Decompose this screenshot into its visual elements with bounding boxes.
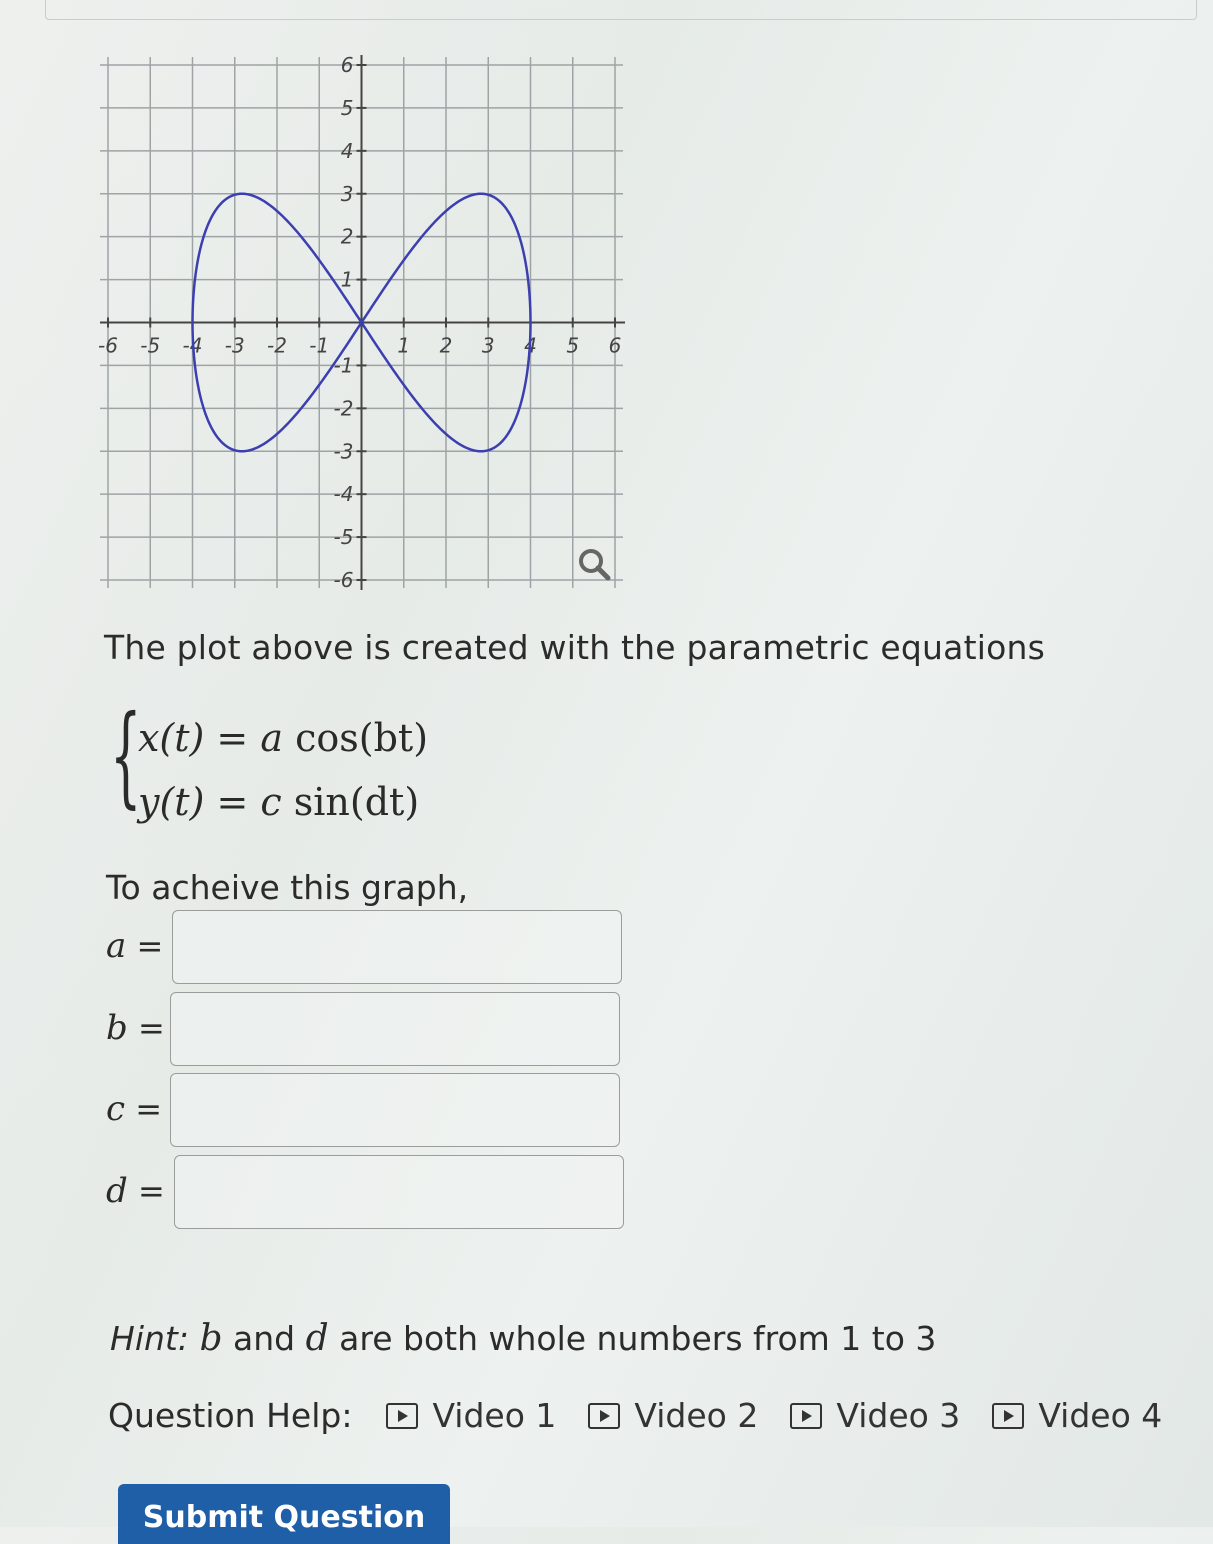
x-tick-label: -1 [309, 333, 330, 358]
y-tick-label: 3 [340, 181, 354, 206]
answer-row-c [106, 1073, 626, 1149]
hint-var-d: d [305, 1318, 329, 1359]
x-tick-label: 6 [608, 333, 622, 358]
hint-text [110, 1318, 936, 1359]
answer-row-a [106, 910, 626, 986]
equation-x-lhs: x(t) = a [138, 716, 284, 760]
y-tick-label: 1 [340, 267, 354, 292]
video-link-1-label: Video 1 [432, 1396, 557, 1435]
parametric-plot [90, 55, 625, 595]
question-help-label: Question Help: [108, 1396, 353, 1435]
equation-y-lhs: y(t) = c [138, 780, 282, 824]
var-name-b: b [106, 1008, 128, 1048]
var-name-c: c [106, 1089, 126, 1129]
video-link-2-label: Video 2 [634, 1396, 759, 1435]
y-tick-label: -1 [333, 353, 354, 378]
x-tick-label: 4 [524, 333, 537, 358]
y-tick-label: -2 [333, 396, 354, 421]
x-tick-label: 3 [481, 333, 495, 358]
var-name-a: a [106, 926, 127, 966]
var-eq-a: = [136, 927, 164, 965]
magnifier-icon[interactable] [574, 545, 614, 585]
x-tick-label: -3 [224, 333, 245, 358]
answer-label-c [106, 1089, 162, 1129]
y-tick-label: -5 [333, 525, 354, 550]
answer-row-d [106, 1155, 626, 1231]
hint-var-b: b [199, 1318, 223, 1359]
video-link-2[interactable] [588, 1396, 758, 1435]
equation-y [138, 780, 419, 824]
x-tick-label: 5 [566, 333, 580, 358]
video-link-4[interactable] [992, 1396, 1162, 1435]
previous-panel-border [45, 0, 1197, 20]
hint-label: Hint: [110, 1319, 189, 1358]
answer-label-a [106, 926, 163, 966]
question-prompt: The plot above is created with the parametric equations [104, 628, 1045, 667]
var-eq-b: = [137, 1009, 165, 1047]
video-link-4-label: Video 4 [1038, 1396, 1163, 1435]
y-tick-label: 2 [340, 224, 354, 249]
video-link-3-label: Video 3 [836, 1396, 961, 1435]
equation-x [138, 716, 428, 760]
answer-label-d [106, 1171, 165, 1211]
x-tick-label: 1 [397, 333, 411, 358]
play-icon [992, 1403, 1024, 1429]
equation-x-rhs: cos(bt) [295, 716, 429, 760]
video-link-3[interactable] [790, 1396, 960, 1435]
answer-input-b[interactable] [170, 992, 620, 1066]
x-tick-label: -2 [267, 333, 287, 358]
var-name-d: d [106, 1171, 128, 1211]
y-tick-label: -4 [333, 482, 354, 507]
var-eq-c: = [135, 1090, 163, 1128]
x-tick-label: -5 [140, 333, 161, 358]
equation-y-rhs: sin(dt) [293, 780, 420, 824]
x-tick-label: -4 [182, 333, 203, 358]
x-tick-label: 2 [439, 333, 453, 358]
hint-rest: are both whole numbers from 1 to 3 [339, 1319, 937, 1358]
y-tick-label: 6 [340, 55, 354, 77]
x-tick-label: -6 [98, 333, 118, 358]
play-icon [588, 1403, 620, 1429]
y-tick-label: -3 [333, 439, 354, 464]
brace-symbol: { [110, 691, 142, 819]
answer-input-c[interactable] [170, 1073, 620, 1147]
y-tick-label: -6 [333, 568, 354, 592]
instruction-text: To acheive this graph, [106, 868, 469, 907]
y-tick-label: 5 [340, 95, 354, 120]
graph [90, 55, 625, 595]
hint-and: and [233, 1319, 296, 1358]
answer-label-b [106, 1008, 165, 1048]
question-help [108, 1396, 1162, 1435]
var-eq-d: = [137, 1172, 165, 1210]
y-tick-label: 4 [340, 138, 354, 163]
submit-question-button[interactable]: Submit Question [118, 1484, 450, 1544]
video-link-1[interactable] [386, 1396, 556, 1435]
answer-input-a[interactable] [172, 910, 622, 984]
answer-input-d[interactable] [174, 1155, 624, 1229]
play-icon [386, 1403, 418, 1429]
answer-row-b [106, 992, 626, 1068]
play-icon [790, 1403, 822, 1429]
